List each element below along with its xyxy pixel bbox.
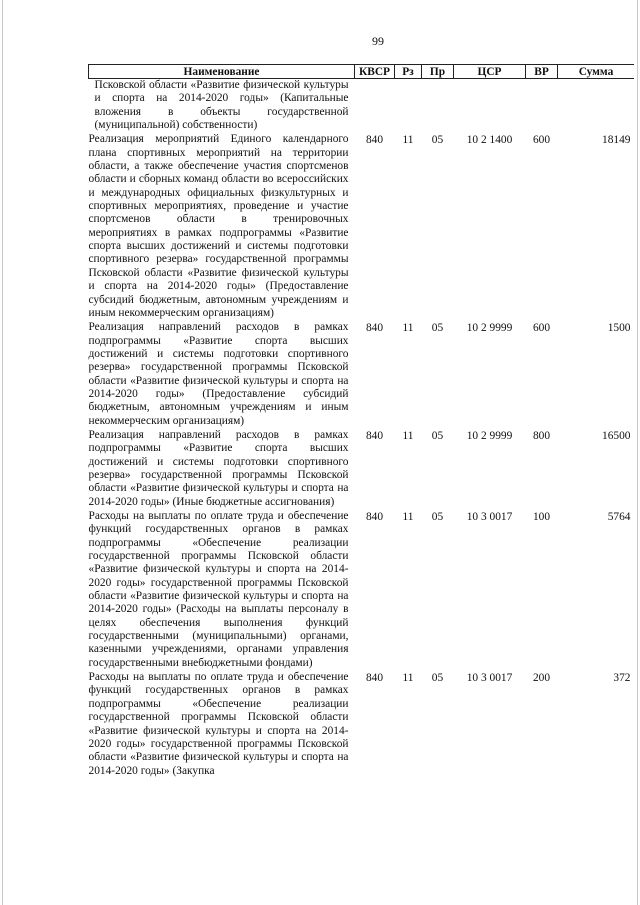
row-name-text: Псковской области «Развитие физической культуры и спорта на 2014-2020 годы» (Капитальные вложения в объекты государственной (муниципальной) собственности) (94, 79, 349, 132)
row-csr: 10 2 9999 (466, 322, 513, 335)
row-csr: 10 2 9999 (466, 429, 513, 442)
table-header-row (89, 65, 635, 79)
budget-table (88, 64, 634, 779)
row-pr: 05 (431, 429, 444, 442)
row-pr (422, 79, 454, 134)
header-vr: ВР (526, 65, 558, 79)
row-name: Расходы на выплаты по оплате труда и обеспечение функций государственных органов в рамках подпрограммы «Обеспечение реализации государственной программы Псковской области «Развитие физической культуры и спорта на 2014-2020 годы» государственной программы Псковской области «Развитие физической культуры и спорта на 2014-2020 годы» (Закупка (88, 671, 349, 777)
row-kvsr: 840 (365, 511, 384, 523)
row-name: Реализация мероприятий Единого календарного плана спортивных мероприятий на территории области, а также обеспечение участия спортсменов области и сборных команд области во всероссийских и международных официальных физкультурных и спортивных мероприятиях, проведение и участие спортсменов области в тренировочных мероприятиях в рамках подпрограммы «Развитие спорта высших достижений и системы подготовки спортивного резерва» государственной программы Псковской области «Развитие физической культуры и спорта на 2014-2020 годы» (Предоставление субсидий бюджетным, автономным учреждениям и иным некоммерческим организациям) (88, 133, 349, 319)
row-pr: 05 (431, 134, 444, 147)
row-kvsr: 840 (365, 672, 384, 685)
row-sum: 1500 (607, 322, 631, 335)
row-kvsr: 840 (365, 322, 384, 335)
row-rz: 11 (402, 134, 414, 147)
scan-edge-right (637, 0, 638, 905)
header-rz: Рз (395, 65, 422, 79)
row-csr: 10 2 1400 (466, 134, 513, 147)
table-row (89, 671, 635, 779)
row-rz: 11 (402, 429, 414, 442)
row-rz (395, 79, 422, 134)
row-kvsr: 840 (365, 429, 384, 442)
row-csr: 10 3 0017 (466, 511, 513, 523)
table-row (89, 510, 635, 671)
header-pr: Пр (422, 65, 454, 79)
row-sum: 16500 (602, 429, 631, 442)
scan-edge-left (2, 0, 3, 905)
page-number: 99 (372, 34, 384, 48)
row-pr: 05 (431, 672, 444, 685)
row-name: Реализация направлений расходов в рамках подпрограммы «Развитие спорта высших достижений и системы подготовки спортивного резерва» государственной программы Псковской области «Развитие физической культуры и спорта на 2014-2020 годы» (Предоставление субсидий бюджетным, автономным учреждениям и иным некоммерческим организациям) (88, 321, 349, 427)
row-sum: 5764 (607, 511, 631, 523)
row-sum (558, 79, 635, 134)
row-vr (526, 79, 558, 134)
row-csr (454, 79, 526, 134)
row-rz: 11 (402, 672, 414, 685)
row-kvsr (355, 79, 395, 134)
row-vr: 100 (532, 511, 551, 523)
table-row (89, 321, 635, 429)
row-rz: 11 (402, 511, 414, 523)
row-name: Расходы на выплаты по оплате труда и обеспечение функций государственных органов в рамках подпрограммы «Обеспечение реализации государственной программы Псковской области «Развитие физической культуры и спорта на 2014-2020 годы» государственной программы Псковской области «Развитие физической культуры и спорта на 2014-2020 годы» (Расходы на выплаты персоналу в целях обеспечения выполнения функций государственными (муниципальными) органами, казенными учреждениями, органами управления государственными внебюджетными фондами) (88, 510, 349, 669)
row-vr: 600 (532, 134, 551, 147)
row-vr: 800 (532, 429, 551, 442)
row-pr: 05 (431, 511, 444, 523)
row-pr: 05 (431, 322, 444, 335)
table-row (89, 79, 635, 134)
row-rz: 11 (402, 322, 414, 335)
table-row (89, 429, 635, 510)
row-vr: 200 (532, 672, 551, 685)
row-vr: 600 (532, 322, 551, 335)
row-name (89, 79, 355, 134)
row-sum: 372 (613, 672, 631, 685)
header-sum: Сумма (558, 65, 635, 79)
row-csr: 10 3 0017 (466, 672, 513, 685)
row-kvsr: 840 (365, 134, 384, 147)
row-name: Реализация направлений расходов в рамках подпрограммы «Развитие спорта высших достижений и системы подготовки спортивного резерва» государственной программы Псковской области «Развитие физической культуры и спорта на 2014-2020 годы» (Иные бюджетные ассигнования) (88, 428, 349, 508)
header-csr: ЦСР (454, 65, 526, 79)
budget-table-container (88, 64, 634, 884)
table-row (89, 133, 635, 321)
header-name: Наименование (89, 65, 355, 79)
header-kvsr: КВСР (355, 65, 395, 79)
row-sum: 18149 (602, 134, 631, 147)
